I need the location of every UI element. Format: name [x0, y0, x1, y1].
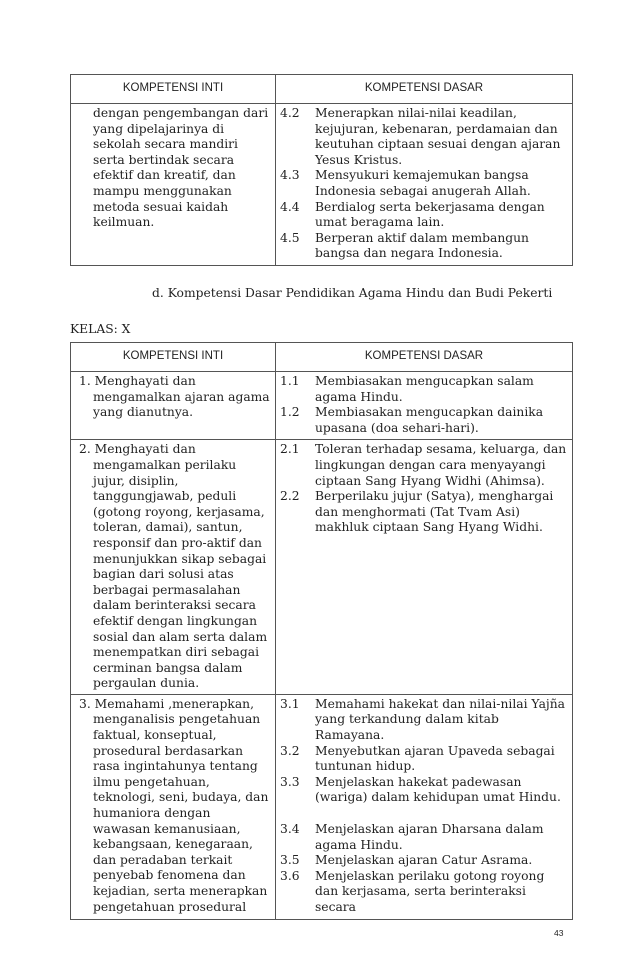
table-row — [71, 104, 573, 266]
kd-list — [276, 695, 572, 919]
table-row — [71, 440, 573, 695]
kd-item: 4.3 Mensyukuri kemajemukan bangsa Indonesia sebagai anugerah Allah. — [280, 168, 531, 198]
kd-item: 4.5 Berperan aktif dalam membangun bangsa dan negara Indonesia. — [280, 230, 529, 261]
kd-item: 3.6 Menjelaskan perilaku gotong royong dan kerjasama, serta berinteraksi secara — [280, 868, 545, 914]
kd-item: 4.4 Berdialog serta bekerjasama dengan umat beragama lain. — [280, 199, 545, 230]
ki-text: dengan pengembangan dari yang dipelajarinya di sekolah secara mandiri serta bertindak secara efektif dan kreatif, dan mampu menggunakan metoda sesuai kaidah keilmuan. — [93, 106, 269, 230]
competency-table-2 — [70, 342, 573, 920]
kd-item: 1.2 Membiasakan mengucapkan dainika upasana (doa sehari-hari). — [280, 405, 544, 435]
kd-item: 2.1 Toleran terhadap sesama, keluarga, dan lingkungan dengan cara menyayangi ciptaan Sang Hyang Widhi (Ahimsa). — [280, 442, 567, 488]
table-row — [71, 694, 573, 919]
kd-list — [276, 104, 572, 265]
ki-text: 3. Memahami ,menerapkan, menganalisis pengetahuan faktual, konseptual, prosedural berdasarkan rasa ingintahunya tentang ilmu pengetahuan, teknologi, seni, budaya, dan humaniora dengan wawasan kemanusiaan, kebangsaan, kenegaraan, dan peradaban terkait penyebab fenomena dan kejadian, serta menerapkan pengetahuan prosedural — [79, 696, 269, 914]
header-kompetensi-inti: KOMPETENSI INTI — [71, 75, 276, 104]
ki-text: 2. Menghayati dan mengamalkan perilaku jujur, disiplin, tanggungjawab, peduli (gotong royong, kerjasama, toleran, damai), santun, responsif dan pro-aktif dan menunjukkan sikap sebagai bagian dari solusi atas berbagai permasalahan dalam berinteraksi secara efektif dengan lingkungan sosial dan alam serta dalam menempatkan diri sebagai cerminan bangsa dalam pergaulan dunia. — [79, 442, 268, 691]
section-subheading: d. Kompetensi Dasar Pendidikan Agama Hindu dan Budi Pekerti — [152, 286, 553, 300]
header-kompetensi-dasar: KOMPETENSI DASAR — [276, 343, 573, 372]
header-kompetensi-inti: KOMPETENSI INTI — [71, 343, 276, 372]
class-label: KELAS: X — [70, 322, 131, 336]
kd-item: 3.4 Menjelaskan ajaran Dharsana dalam agama Hindu. — [280, 822, 544, 852]
table-row — [71, 372, 573, 440]
ki-text: 1. Menghayati dan mengamalkan ajaran agama yang dianutnya. — [79, 374, 270, 420]
kd-item: 3.1 Memahami hakekat dan nilai-nilai Yajña yang terkandung dalam kitab Ramayana. — [280, 696, 565, 743]
header-kompetensi-dasar: KOMPETENSI DASAR — [276, 75, 573, 104]
kd-item: 4.2 Menerapkan nilai-nilai keadilan, kejujuran, kebenaran, perdamaian dan keutuhan ciptaan sesuai dengan ajaran Yesus Kristus. — [280, 106, 561, 167]
kd-item: 3.3 Menjelaskan hakekat padewasan (wariga) dalam kehidupan umat Hindu. — [280, 774, 561, 805]
competency-table-1 — [70, 74, 573, 266]
kd-list — [276, 372, 572, 439]
kd-list — [276, 440, 572, 539]
kd-item: 3.5 Menjelaskan ajaran Catur Asrama. — [280, 853, 533, 868]
kd-item: 1.1 Membiasakan mengucapkan salam agama Hindu. — [280, 374, 534, 404]
kd-item: 2.2 Berperilaku jujur (Satya), menghargai dan menghormati (Tat Tvam Asi) makhluk ciptaan Sang Hyang Widhi. — [280, 489, 554, 535]
page-number: 43 — [554, 928, 564, 938]
kd-item: 3.2 Menyebutkan ajaran Upaveda sebagai tuntunan hidup. — [280, 743, 555, 774]
